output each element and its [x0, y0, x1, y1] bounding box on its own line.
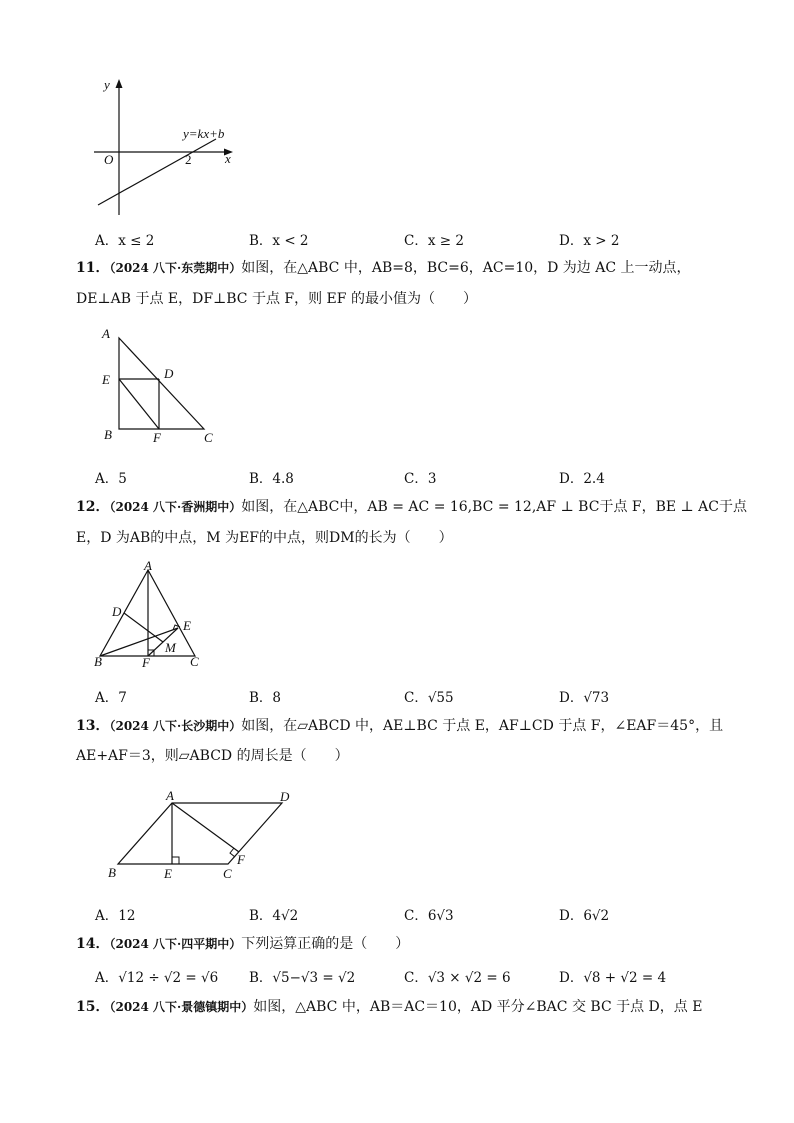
q13-option-a[interactable]: A．12 — [95, 908, 136, 924]
origin-label: O — [104, 152, 114, 167]
q11-label-c: C — [204, 430, 213, 445]
q12-number: 12． — [76, 499, 110, 515]
q12-option-c[interactable]: C．√55 — [404, 690, 454, 706]
q13-line1 — [76, 716, 723, 736]
q11-number: 11． — [76, 260, 110, 276]
q13-option-d[interactable]: D．6√2 — [559, 908, 610, 924]
q11-label-b: B — [104, 427, 112, 442]
q13-number: 13． — [76, 718, 110, 734]
q14-text-1: 下列运算正确的是（ ） — [241, 936, 410, 952]
q12-label-f: F — [142, 655, 150, 670]
q12-label-e: E — [183, 618, 191, 633]
q14-option-d[interactable]: D．√8 + √2 = 4 — [559, 970, 667, 986]
q13-text-1: 如图，在▱ABCD 中，AE⊥BC 于点 E，AF⊥CD 于点 F，∠EAF＝45°，且 — [241, 718, 724, 734]
q12-option-b[interactable]: B．8 — [249, 690, 282, 706]
q13-line2: AE+AF＝3，则▱ABCD 的周长是（ ） — [76, 748, 349, 764]
q14-number: 14． — [76, 936, 110, 952]
q13-option-c[interactable]: C．6√3 — [404, 908, 454, 924]
q12-label-c: C — [190, 654, 199, 669]
q14-option-b[interactable]: B．√5−√3 = √2 — [249, 970, 356, 986]
q11-text-1: 如图，在△ABC 中，AB=8，BC=6，AC=10，D 为边 AC 上一动点， — [241, 260, 691, 276]
q13-label-d: D — [280, 789, 290, 804]
q12-line2: E，D 为AB的中点，M 为EF的中点，则DM的长为（ ） — [76, 530, 453, 546]
q13-label-c: C — [223, 866, 232, 881]
q11-label-f: F — [153, 430, 161, 445]
q13-source: （2024 八下·长沙期中） — [109, 719, 242, 733]
q10-option-b[interactable]: B．x < 2 — [249, 233, 309, 249]
q11-label-e: E — [102, 372, 110, 387]
q11-option-b[interactable]: B．4.8 — [249, 471, 294, 487]
q13-option-b[interactable]: B．4√2 — [249, 908, 299, 924]
q11-option-d[interactable]: D．2.4 — [559, 471, 605, 487]
line-equation-label: y=kx+b — [183, 126, 225, 141]
q11-triangle-figure — [96, 322, 226, 447]
q11-option-c[interactable]: C．3 — [404, 471, 437, 487]
q12-label-b: B — [94, 654, 102, 669]
q12-label-d: D — [112, 604, 122, 619]
q13-label-f: F — [237, 852, 245, 867]
q15-text-1: 如图，△ABC 中，AB＝AC＝10，AD 平分∠BAC 交 BC 于点 D，点 E — [253, 999, 703, 1015]
q10-graph-figure — [88, 75, 248, 220]
q15-number: 15． — [76, 999, 110, 1015]
q12-triangle-figure — [90, 560, 215, 672]
q11-line1 — [76, 258, 691, 278]
q13-label-a: A — [166, 788, 174, 803]
q10-option-d[interactable]: D．x > 2 — [559, 233, 620, 249]
q15-source: （2024 八下·景德镇期中） — [109, 1000, 254, 1014]
q14-line1 — [76, 934, 409, 954]
y-label: y — [104, 77, 110, 92]
tick-2-label: 2 — [185, 152, 192, 167]
line-y-kx-b — [98, 139, 216, 205]
q10-option-c[interactable]: C．x ≥ 2 — [404, 233, 464, 249]
q14-option-c[interactable]: C．√3 × √2 = 6 — [404, 970, 511, 986]
q12-text-1: 如图，在△ABC中，AB = AC = 16,BC = 12,AF ⊥ BC于点 F，BE ⊥ AC于点 — [241, 499, 747, 515]
q12-label-m: M — [165, 640, 176, 655]
q12-line1 — [76, 497, 747, 517]
q14-option-a[interactable]: A．√12 ÷ √2 = √6 — [95, 970, 219, 986]
q11-label-a: A — [102, 326, 110, 341]
q11-label-d: D — [164, 366, 174, 381]
q12-option-a[interactable]: A．7 — [95, 690, 127, 706]
q12-label-a: A — [144, 560, 152, 573]
q13-parallelogram-figure — [100, 785, 305, 883]
q10-option-a[interactable]: A．x ≤ 2 — [95, 233, 155, 249]
q13-label-e: E — [164, 866, 172, 881]
x-label: x — [225, 151, 231, 166]
q12-option-d[interactable]: D．√73 — [559, 690, 610, 706]
q11-option-a[interactable]: A．5 — [95, 471, 127, 487]
q15-line1 — [76, 997, 702, 1017]
q12-source: （2024 八下·香洲期中） — [109, 500, 242, 514]
q11-line2: DE⊥AB 于点 E，DF⊥BC 于点 F，则 EF 的最小值为（ ） — [76, 291, 477, 307]
q11-source: （2024 八下·东莞期中） — [109, 261, 242, 275]
q13-label-b: B — [108, 865, 116, 880]
y-axis-arrow — [116, 79, 123, 88]
q14-source: （2024 八下·四平期中） — [109, 937, 242, 951]
